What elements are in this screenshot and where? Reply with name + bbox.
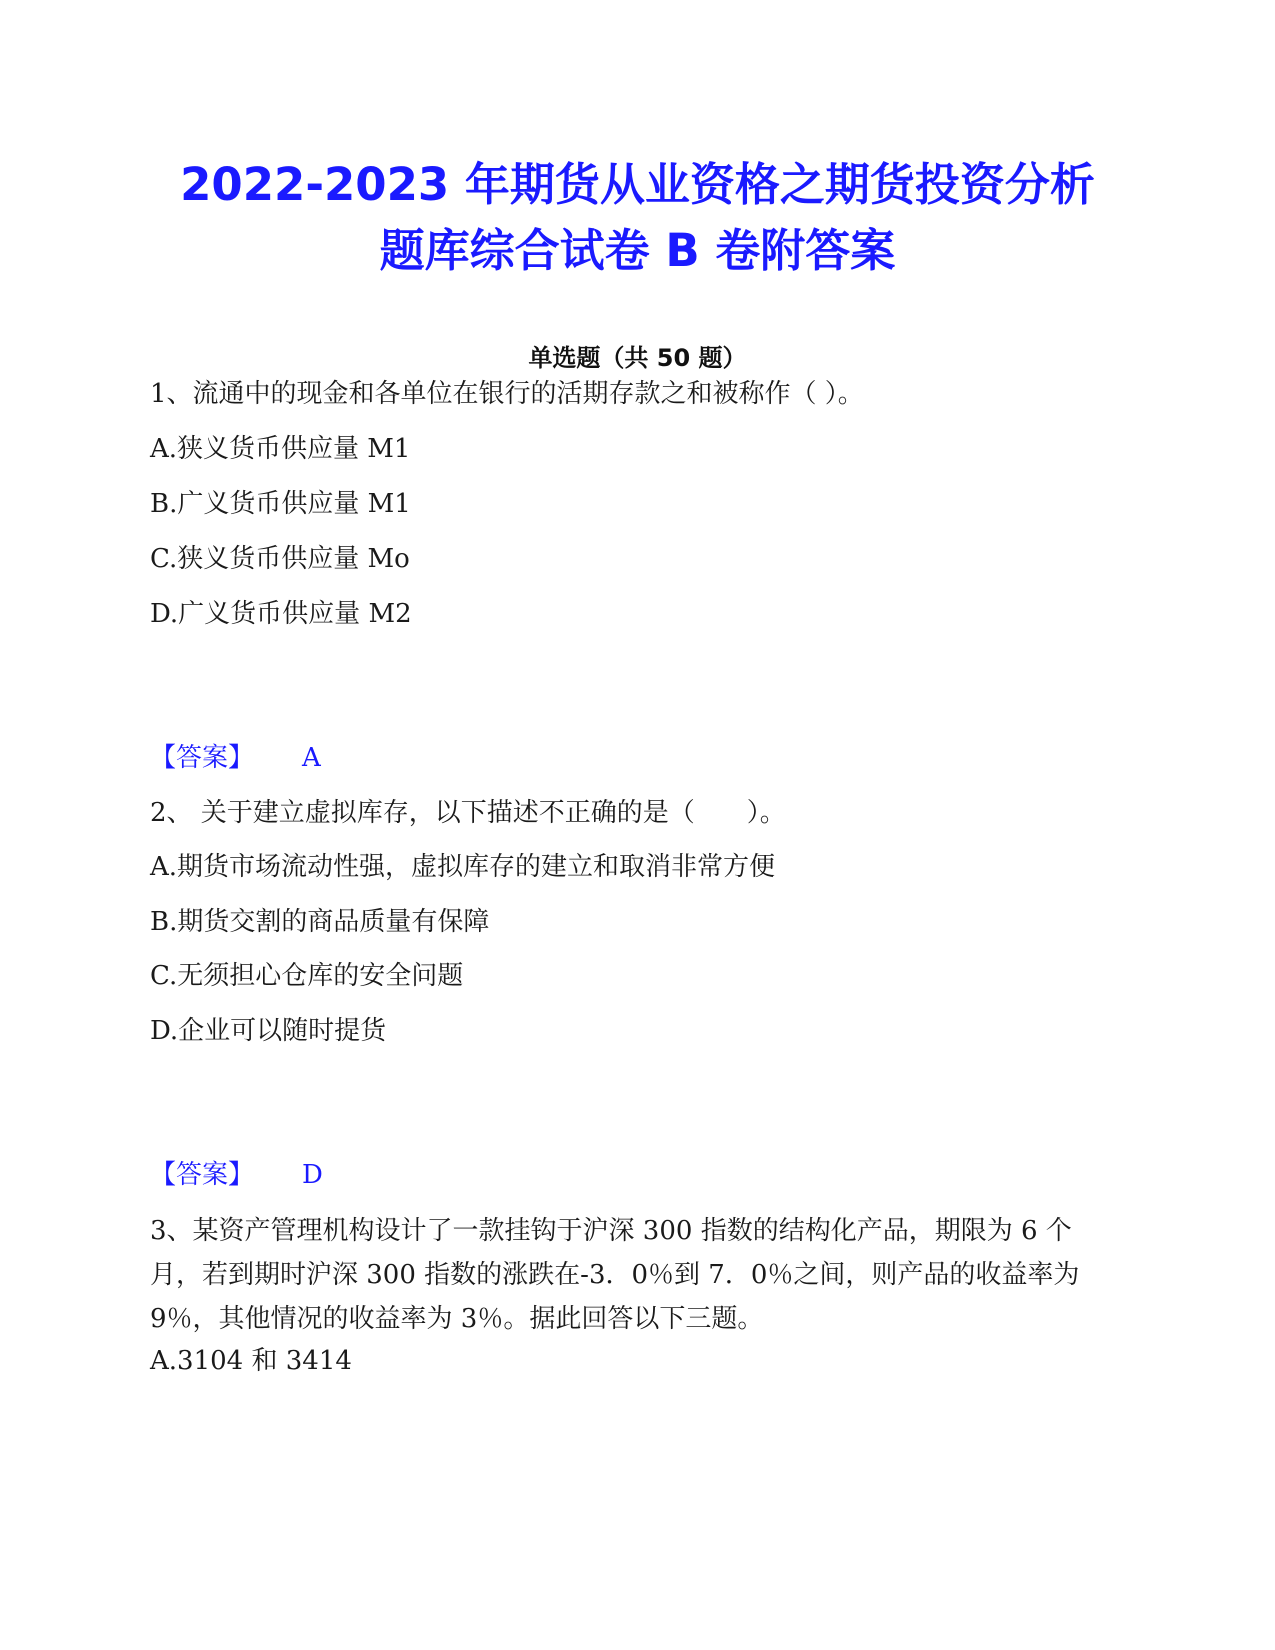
- answer-label: 【答案】: [150, 1160, 255, 1190]
- page-title-line-2: 题库综合试卷 B 卷附答案: [379, 224, 896, 277]
- question-1-option-d: D.广义货币供应量 M2: [150, 599, 412, 629]
- question-2-option-a: A.期货市场流动性强，虚拟库存的建立和取消非常方便: [150, 852, 776, 882]
- question-2-answer: [150, 1157, 323, 1193]
- answer-value: D: [302, 1160, 323, 1190]
- question-1-option-c: C.狭义货币供应量 Mo: [150, 544, 410, 574]
- question-1-option-a: A.狭义货币供应量 M1: [150, 434, 411, 464]
- question-2-option-b: B.期货交割的商品质量有保障: [150, 907, 490, 937]
- question-1-option-b: B.广义货币供应量 M1: [150, 489, 411, 519]
- question-1-answer: [150, 740, 321, 776]
- question-2-option-d: D.企业可以随时提货: [150, 1016, 387, 1046]
- question-3-option-a: A.3104 和 3414: [150, 1346, 352, 1376]
- page-title-line-1: 2022-2023 年期货从业资格之期货投资分析: [180, 158, 1095, 211]
- question-2-stem: 2、 关于建立虚拟库存，以下描述不正确的是（ ）。: [150, 798, 786, 828]
- question-1-stem: 1、流通中的现金和各单位在银行的活期存款之和被称作（ ）。: [150, 379, 864, 409]
- question-2-option-c: C.无须担心仓库的安全问题: [150, 961, 464, 991]
- answer-value: A: [302, 743, 321, 773]
- question-3-stem: 3、某资产管理机构设计了一款挂钩于沪深 300 指数的结构化产品，期限为 6 个月，若到期时沪深 300 指数的涨跌在-3．0％到 7．0％之间，则产品的收益率为 9％，其他情况的收益率为 3％。据此回答以下三题。: [150, 1216, 1080, 1334]
- section-heading: 单选题（共 50 题）: [528, 344, 747, 372]
- answer-label: 【答案】: [150, 743, 255, 773]
